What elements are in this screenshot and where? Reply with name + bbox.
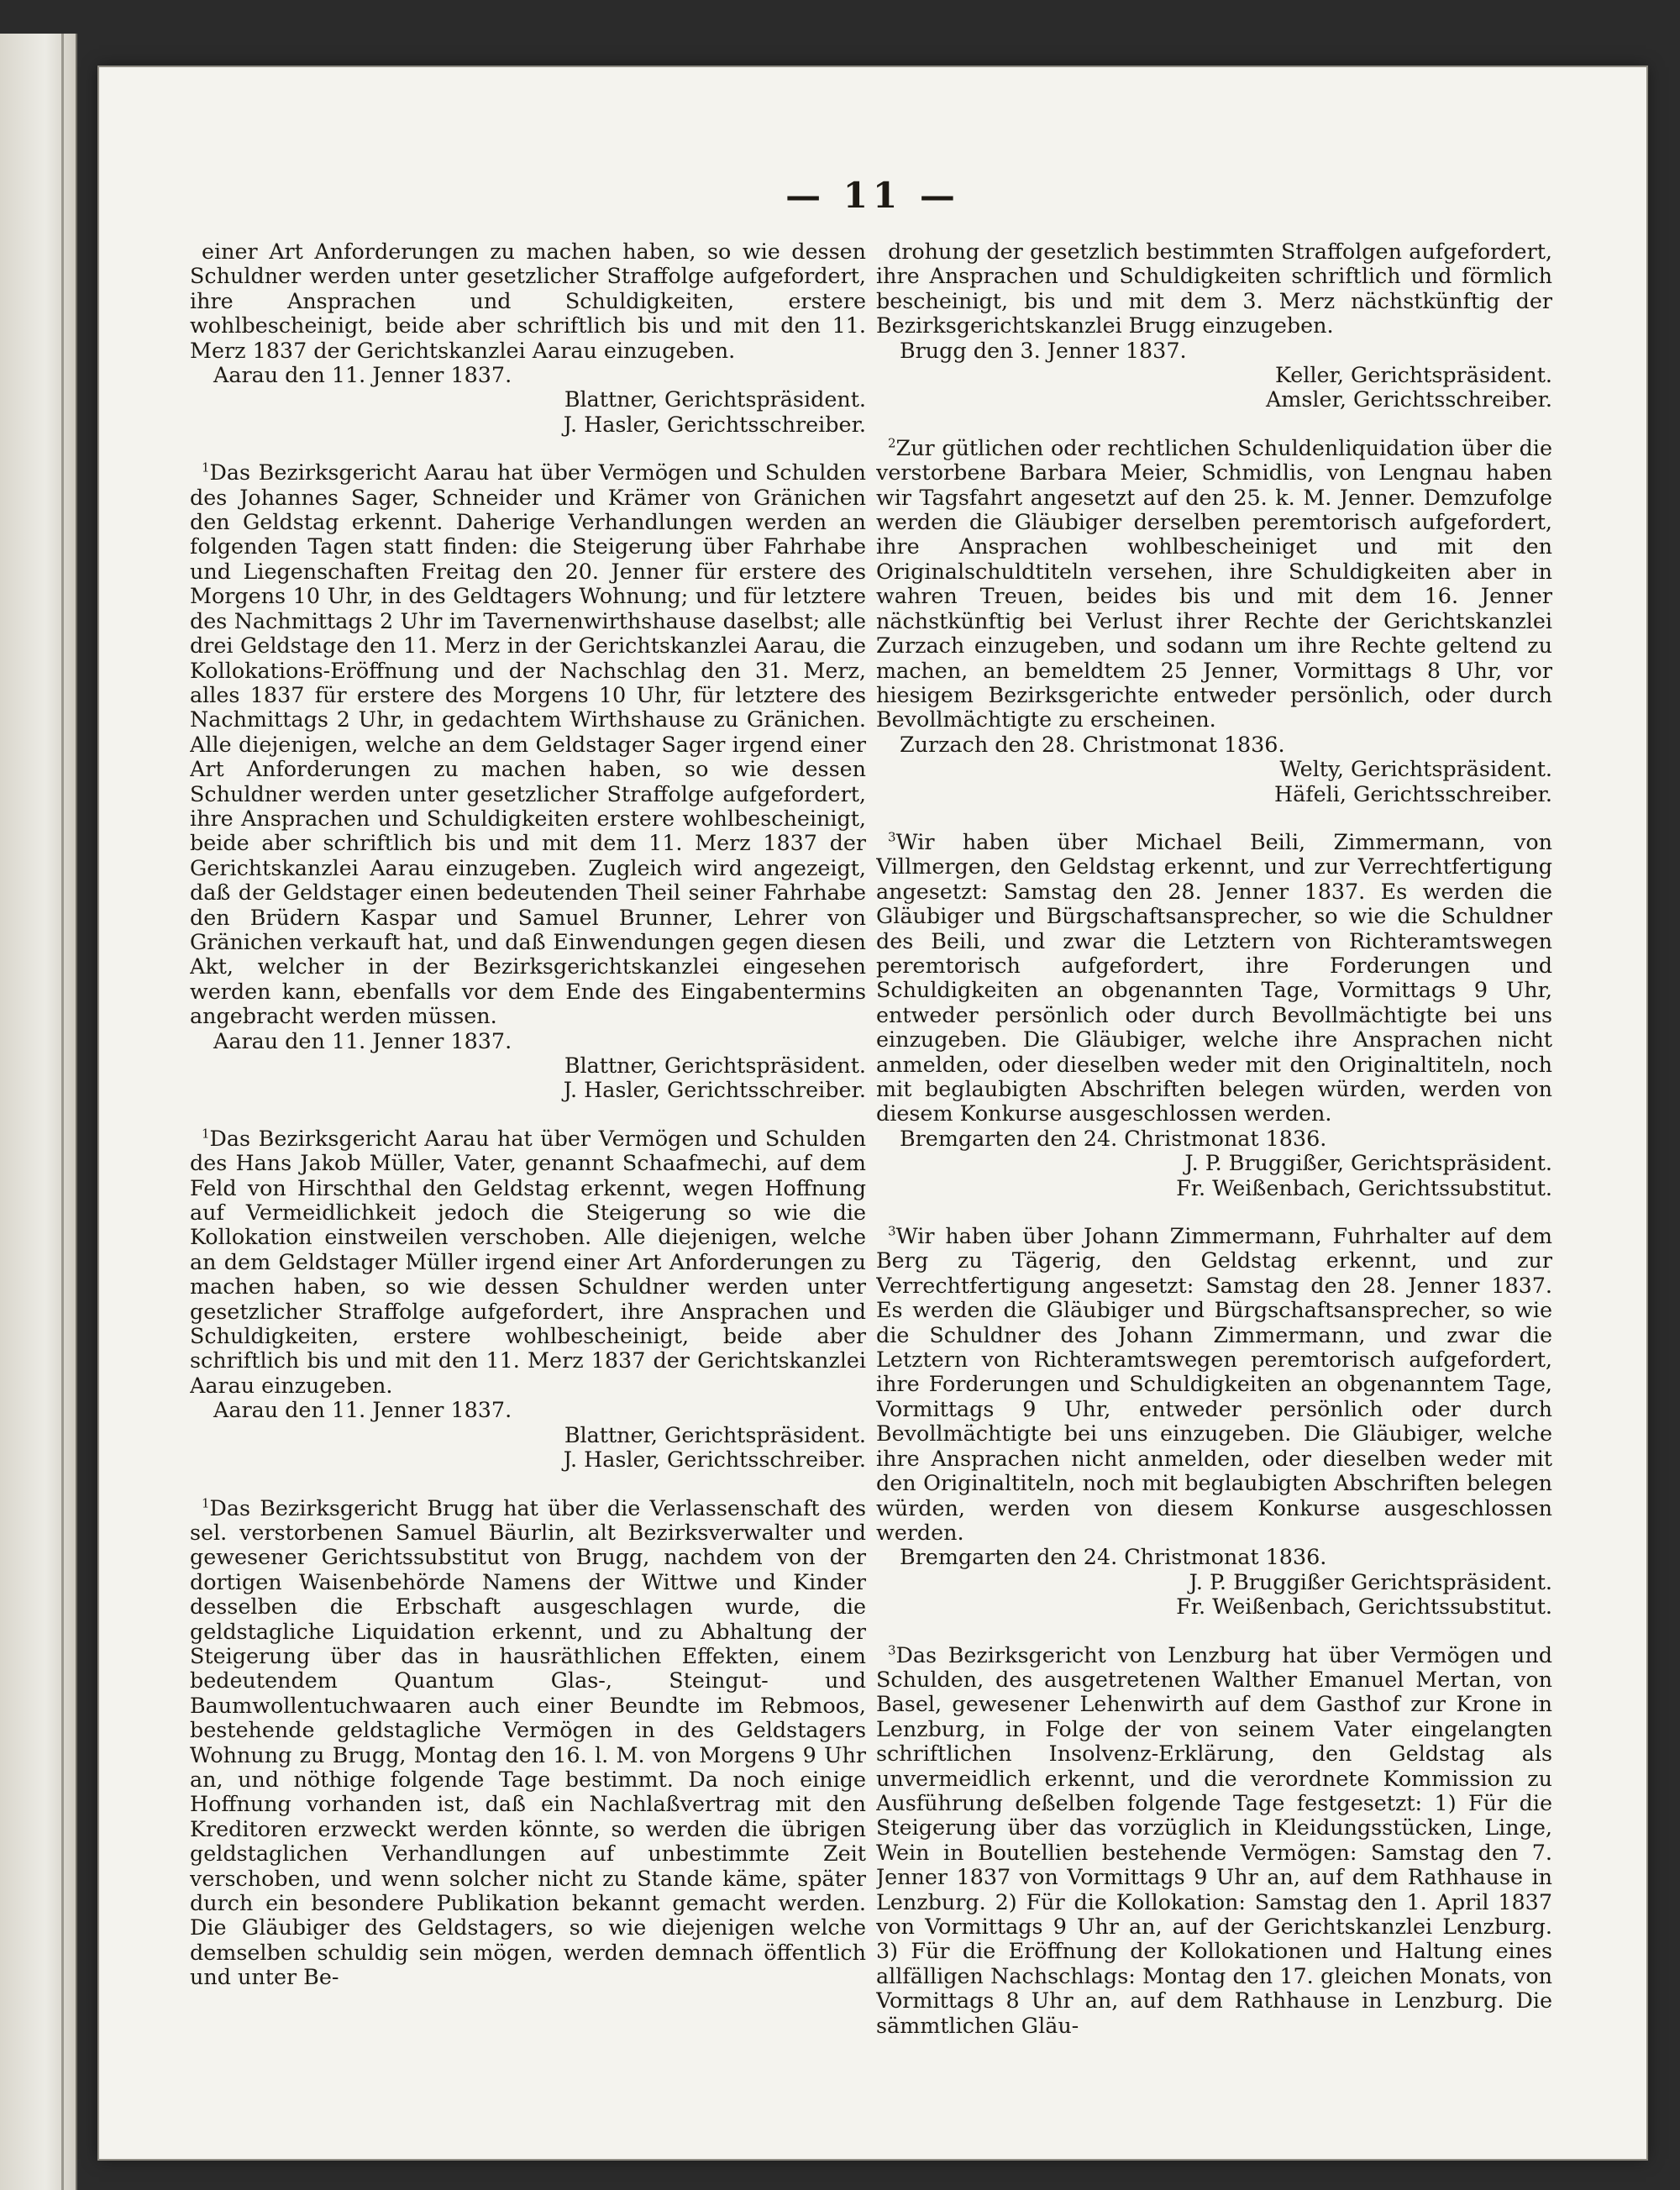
notice-text: Das Bezirksgericht Aarau hat über Vermögen und Schulden des Johannes Sager, Schneider und Krämer von Gränichen den Geldstag erkennt. Daherige Verhandlungen werden an folgenden Tagen statt finden: die Steigerung über Fahrhabe und Liegenschaften Freitag den 20. Jenner für erstere des Morgens 10 Uhr, in des Geldtagers Wohnung; und für letztere des Nachmittags 2 Uhr im Tavernenwirthshause daselbst; alle drei Geldstage den 11. Merz in der Gerichtskanzlei Aarau, die Kollokations-Eröffnung und der Nachschlag den 31. Merz, alles 1837 für erstere des Morgens 10 Uhr, für letztere des Nachmittags 2 Uhr, in gedachtem Wirthshause zu Gränichen. Alle diejenigen, welche an dem Geldstager Sager irgend einer Art Anforderungen zu machen haben, so wie dessen Schuldner werden unter gesetzlicher Straffolge aufgefordert, ihre Ansprachen und Schuldigkeiten erstere wohlbescheinigt, beide aber schriftlich bis und mit dem 11. Merz 1837 der Gerichtskanzlei Aarau einzugeben. Zugleich wird angezeigt, daß der Geldstager einen bedeutenden Theil seiner Fahrhabe den Brüdern Kaspar und Samuel Brunner, Lehrer von Gränichen verkauft hat, und daß Einwendungen gegen diesen Akt, welcher in der Bezirksgerichtskanzlei eingesehen werden kann, ebenfalls vor dem Ende des Eingabentermins angebracht werden müssen. (190, 460, 866, 1029)
notice-date: Bremgarten den 24. Christmonat 1836. (900, 1544, 1327, 1570)
notice-date: Aarau den 11. Jenner 1837. (213, 362, 512, 388)
notice-text: Das Bezirksgericht von Lenzburg hat über Vermögen und Schulden, des ausgetretenen Walther Emanuel Mertan, von Basel, gewesener Lehenwirth auf dem Gasthof zur Krone in Lenzburg, in Folge der von seinem Vater eingelangten schriftlichen Insolvenz-Erklärung, den Geldstag als unvermeidlich erkennt, und die verordnete Kommission zu Ausführung deßelben folgende Tage festgesetzt: 1) Für die Steigerung über das vorzüglich in Kleidungsstücken, Linge, Wein in Boutellien bestehende Vermögen: Samstag den 7. Jenner 1837 von Vormittags 9 Uhr an, auf dem Rathhause in Lenzburg. 2) Für die Kollokation: Samstag den 1. April 1837 von Vormittags 9 Uhr an, auf der Gerichtskanzlei Lenzburg. 3) Für die Eröffnung der Kollokationen und Haltung eines allfälligen Nachschlags: Montag den 17. gleichen Monats, von Vormittags 8 Uhr an, auf dem Rathhause in Lenzburg. Die sämmtlichen Gläu- (876, 1641, 1552, 2038)
previous-page-edge (0, 34, 77, 2190)
notice-signature-president: J. P. Bruggißer, Gerichtspräsident. (1184, 1150, 1552, 1176)
footnote-marker: 3 (888, 1642, 896, 1658)
footnote-marker: 1 (202, 1126, 210, 1142)
notice-text: Das Bezirksgericht Aarau hat über Vermögen und Schulden des Hans Jakob Müller, Vater, genannt Schaafmechi, auf dem Feld von Hirschthal den Geldstag erkennt, wegen Hoffnung auf Vermeidlichkeit jedoch die Steigerung so wie die Kollokation einstweilen verschoben. Alle diejenigen, welche an dem Geldstager Müller irgend einer Art Anforderungen zu machen haben, so wie dessen Schuldner werden unter gesetzlicher Straffolge aufgefordert, ihre Ansprachen und Schuldigkeiten, erstere wohlbescheinigt, beide aber schriftlich bis und mit den 11. Merz 1837 der Gerichtskanzlei Aarau einzugeben. (190, 1125, 866, 1398)
notice-mueller (190, 1127, 866, 1473)
notice-date: Zurzach den 28. Christmonat 1836. (900, 731, 1285, 757)
notice-signature-president: Blattner, Gerichtspräsident. (564, 386, 866, 412)
notice-signature-clerk: Häfeli, Gerichtsschreiber. (1273, 780, 1552, 806)
notice-signature-clerk: J. Hasler, Gerichtsschreiber. (563, 411, 866, 437)
notice-signature-president: Blattner, Gerichtspräsident. (564, 1053, 866, 1078)
notice-signature-president: Welty, Gerichtspräsident. (1279, 756, 1552, 782)
notice-date: Brugg den 3. Jenner 1837. (900, 337, 1187, 363)
footnote-marker: 2 (888, 435, 896, 451)
notice-date: Aarau den 11. Jenner 1837. (213, 1397, 512, 1423)
notice-mertan (876, 1643, 1552, 2039)
notice-signature-clerk: Amsler, Gerichtsschreiber. (1265, 386, 1552, 412)
left-column (190, 239, 866, 2121)
footnote-marker: 3 (888, 1223, 896, 1239)
notice-text: Wir haben über Johann Zimmermann, Fuhrhalter auf dem Berg zu Tägerig, den Geldstag erkennt, und zur Verrechtfertigung angesetzt: Samstag den 28. Jenner 1837. Es werden die Gläubiger und Bürgschaftsansprecher, so wie die Schuldner des Johann Zimmermann, und zwar die Letztern von Richteramtswegen peremtorisch aufgefordert, ihre Forderungen und Schuldigkeiten an obgenanntem Tage, Vormittags 9 Uhr, entweder persönlich oder durch Bevollmächtigte bei uns einzugeben. Die Gläubiger, welche ihre Ansprachen nicht anmelden, oder dieselben weder mit den Originaltiteln, noch mit beglaubigten Abschriften belegen würden, werden von diesem Konkurse ausgeschlossen werden. (876, 1223, 1552, 1545)
notice-signature-clerk: J. Hasler, Gerichtsschreiber. (563, 1447, 866, 1473)
notice-sager (190, 460, 866, 1103)
notice-signature-clerk: Fr. Weißenbach, Gerichtssubstitut. (1176, 1174, 1552, 1200)
notice-signature-clerk: Fr. Weißenbach, Gerichtssubstitut. (1176, 1594, 1552, 1620)
notice-text: einer Art Anforderungen zu machen haben, so wie dessen Schuldner werden unter gesetzlicher Straffolge aufgefordert, ihre Ansprachen und Schuldigkeiten, erstere wohlbescheinigt, beide aber schriftlich bis und mit den 11. Merz 1837 der Gerichtskanzlei Aarau einzugeben. (190, 239, 866, 363)
notice-signature-clerk: J. Hasler, Gerichtsschreiber. (563, 1077, 866, 1103)
notice-baeurlin (190, 1496, 866, 1990)
notice-meier (876, 436, 1552, 806)
page-number: — 11 — (785, 175, 960, 216)
footnote-marker: 1 (202, 460, 210, 475)
footnote-marker: 1 (202, 1495, 210, 1511)
notice-text: Das Bezirksgericht Brugg hat über die Verlassenschaft des sel. verstorbenen Samuel Bäurlin, alt Bezirksverwalter und gewesener Gerichtssubstitut von Brugg, nachdem von der dortigen Waisenbehörde Namens der Wittwe und Kinder desselben die Erbschaft ausgeschlagen wurde, die geldstagliche Liquidation erkennt, und zu Abhaltung der Steigerung über das in hausräthlichen Effekten, einem bedeutendem Quantum Glas-, Steingut- und Baumwollentuchwaaren auch einer Beundte im Rebmoos, bestehende geldstagliche Vermögen in des Geldstagers Wohnung zu Brugg, Montag den 16. l. M. von Morgens 9 Uhr an, und nöthige folgende Tage bestimmt. Da noch einige Hoffnung vorhanden ist, daß ein Nachlaßvertrag mit den Kreditoren erzweckt werden könnte, so werden die übrigen geldstaglichen Verhandlungen auf unbestimmte Zeit verschoben, und wenn solcher nicht zu Stande käme, später durch ein besondere Publikation bekannt gemacht werden. Die Gläubiger des Geldstagers, so wie diejenigen welche demselben schuldig sein mögen, werden demnach öffentlich und unter Be- (190, 1494, 866, 1990)
notice-signature-president: Blattner, Gerichtspräsident. (564, 1421, 866, 1447)
notice-baeurlin-continued (876, 239, 1552, 412)
notice-zimmermann (876, 1224, 1552, 1620)
footnote-marker: 3 (888, 829, 896, 845)
newspaper-page (99, 67, 1646, 2159)
right-column (876, 239, 1552, 2121)
notice-text: Zur gütlichen oder rechtlichen Schuldenliquidation über die verstorbene Barbara Meier, Schmidlis, von Lengnau haben wir Tagsfahrt angesetzt auf den 25. k. M. Jenner. Demzufolge werden die Gläubiger derselben peremtorisch aufgefordert, ihre Ansprachen wohlbescheiniget und mit den Originalschuldtiteln versehen, ihre Schuldigkeiten aber in wahren Treuen, beides bis und mit dem 16. Jenner nächstkünftig bei Verlust ihrer Rechte der Gerichtskanzlei Zurzach einzugeben, und sodann um ihre Rechte geltend zu machen, an bemeldtem 25 Jenner, Vormittags 8 Uhr, vor hiesigem Bezirksgerichte entweder persönlich, oder durch Bevollmächtigte zu erscheinen. (876, 434, 1552, 733)
notice-beili (876, 830, 1552, 1200)
notice-text: Wir haben über Michael Beili, Zimmermann, von Villmergen, den Geldstag erkennt, und zur Verrechtfertigung angesetzt: Samstag den 28. Jenner 1837. Es werden die Gläubiger und Bürgschaftsansprecher, so wie die Schuldner des Beili, und zwar die Letztern von Richteramtswegen peremtorisch aufgefordert, ihre Forderungen und Schuldigkeiten an obgenannten Tage, Vormittags 9 Uhr, entweder persönlich oder durch Bevollmächtigte bei uns einzugeben. Die Gläubiger, welche ihre Ansprachen nicht anmelden, oder dieselben weder mit den Originaltiteln, noch mit beglaubigten Abschriften belegen würden, werden von diesem Konkurse ausgeschlossen werden. (876, 828, 1552, 1127)
notice-signature-president: Keller, Gerichtspräsident. (1274, 362, 1552, 388)
notice-text: drohung der gesetzlich bestimmten Straffolgen aufgefordert, ihre Ansprachen und Schuldigkeiten schriftlich und förmlich bescheinigt, bis und mit dem 3. Merz nächstkünftig der Bezirksgerichtskanzlei Brugg einzugeben. (876, 239, 1552, 339)
notice-continued (190, 239, 866, 437)
notice-signature-president: J. P. Bruggißer Gerichtspräsident. (1189, 1568, 1552, 1594)
notice-date: Bremgarten den 24. Christmonat 1836. (900, 1125, 1327, 1151)
notice-date: Aarau den 11. Jenner 1837. (213, 1027, 512, 1053)
